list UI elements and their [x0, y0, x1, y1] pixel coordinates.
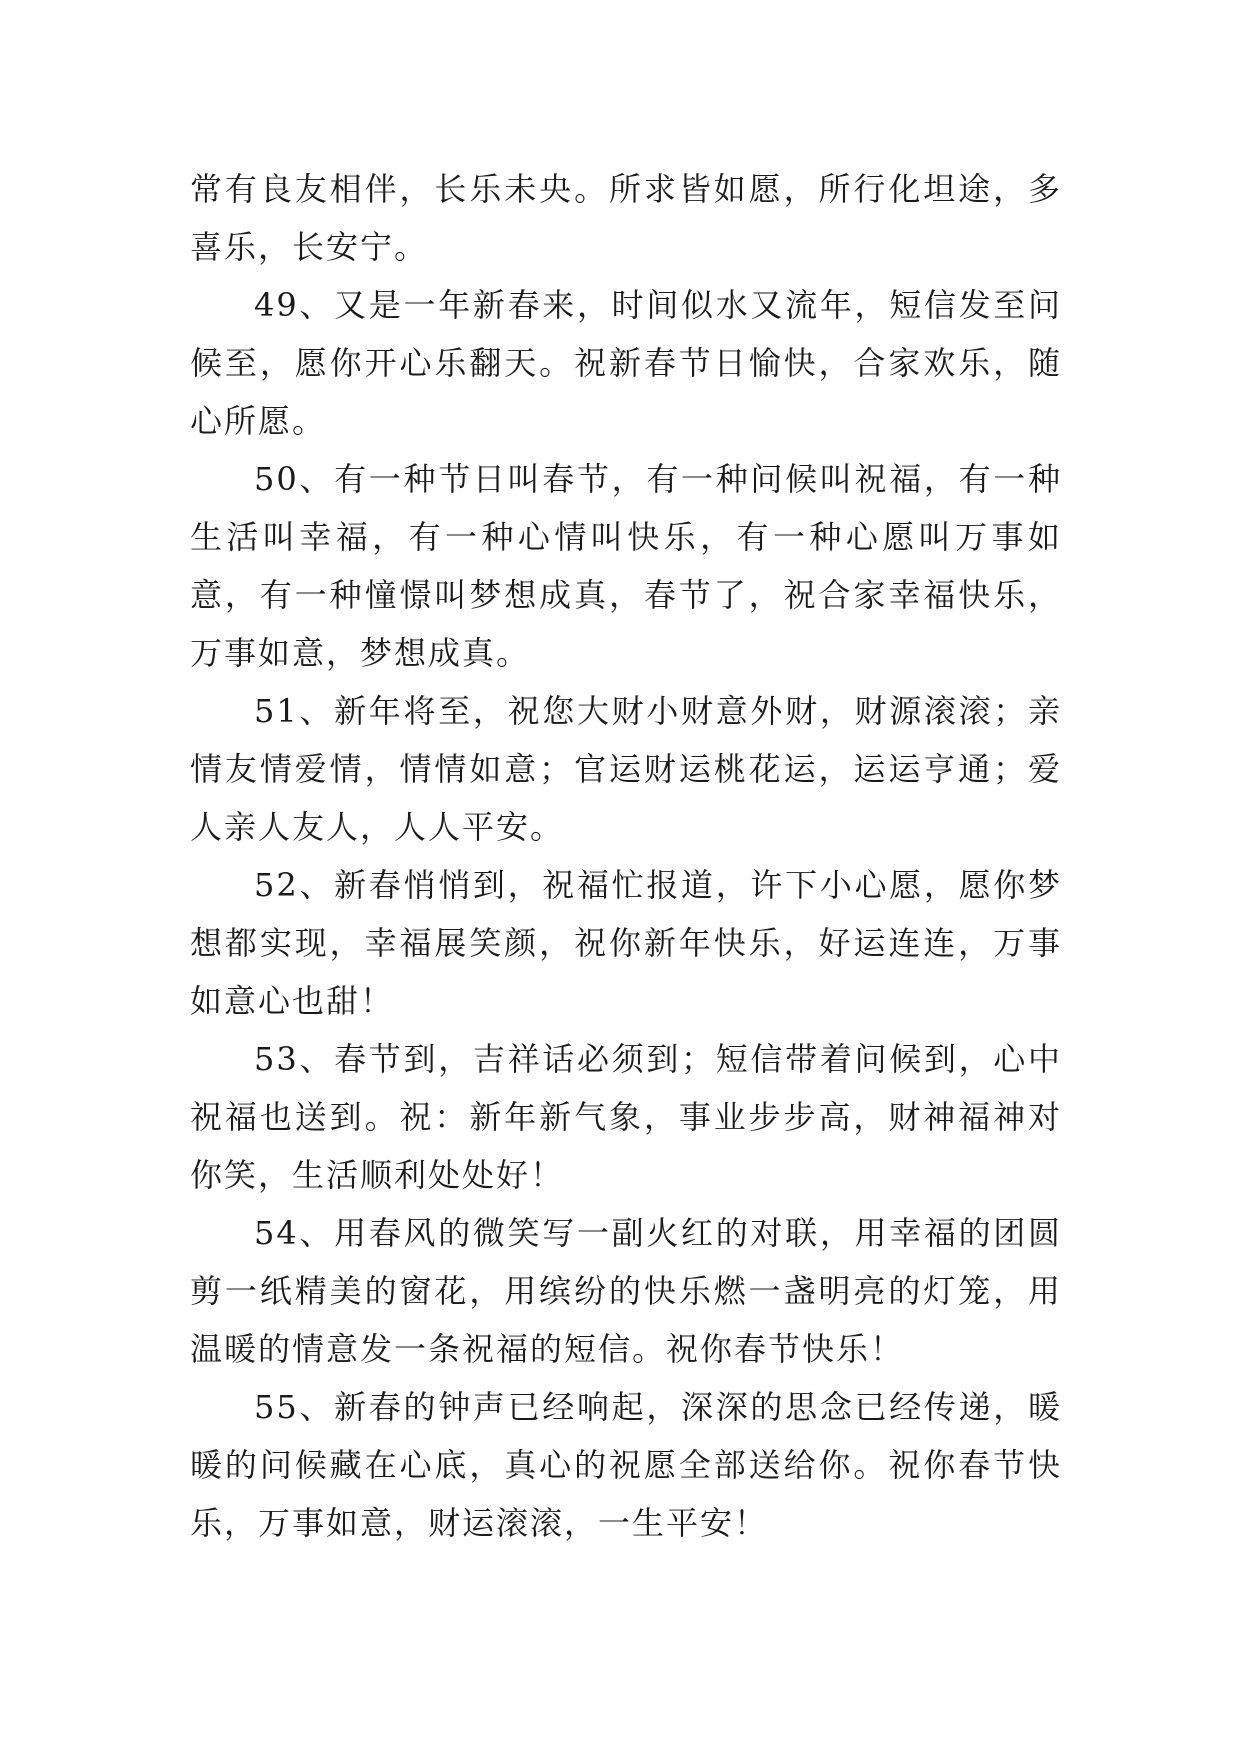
paragraph-continuation: 常有良友相伴，长乐未央。所求皆如愿，所行化坦途，多喜乐，长安宁。 [190, 170, 1062, 266]
paragraph-51: 51、新年将至，祝您大财小财意外财，财源滚滚；亲情友情爱情，情情如意；官运财运桃花运，运运亨通；爱人亲人友人，人人平安。 [190, 692, 1062, 846]
document-body [190, 160, 1062, 1552]
paragraph-52: 52、新春悄悄到，祝福忙报道，许下小心愿，愿你梦想都实现，幸福展笑颜，祝你新年快乐，好运连连，万事如意心也甜！ [190, 866, 1062, 1020]
paragraph-55: 55、新春的钟声已经响起，深深的思念已经传递，暖暖的问候藏在心底，真心的祝愿全部送给你。祝你春节快乐，万事如意，财运滚滚，一生平安！ [190, 1388, 1062, 1542]
paragraph-54: 54、用春风的微笑写一副火红的对联，用幸福的团圆剪一纸精美的窗花，用缤纷的快乐燃一盏明亮的灯笼，用温暖的情意发一条祝福的短信。祝你春节快乐！ [190, 1214, 1062, 1368]
paragraph-50: 50、有一种节日叫春节，有一种问候叫祝福，有一种生活叫幸福，有一种心情叫快乐，有一种心愿叫万事如意，有一种憧憬叫梦想成真，春节了，祝合家幸福快乐，万事如意，梦想成真。 [190, 460, 1062, 672]
paragraph-49: 49、又是一年新春来，时间似水又流年，短信发至问候至，愿你开心乐翻天。祝新春节日愉快，合家欢乐，随心所愿。 [190, 286, 1062, 440]
paragraph-53: 53、春节到，吉祥话必须到；短信带着问候到，心中祝福也送到。祝：新年新气象，事业步步高，财神福神对你笑，生活顺利处处好！ [190, 1040, 1062, 1194]
